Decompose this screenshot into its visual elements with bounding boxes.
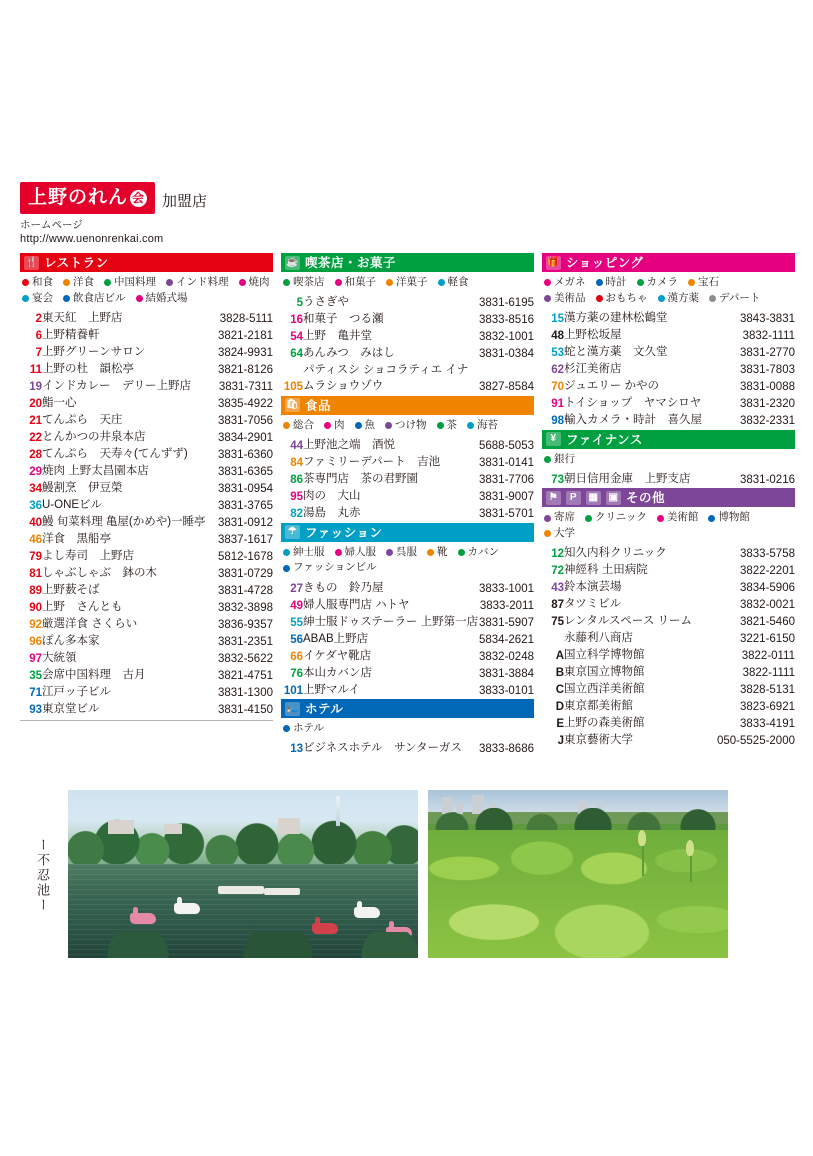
legend-item: 洋菓子 [386, 275, 428, 291]
section-title: ホテル [305, 702, 344, 716]
section-title: 食品 [305, 398, 332, 413]
legend-item: 洋食 [63, 275, 94, 291]
section-header-food [281, 396, 534, 415]
legend-item: 紳士服 [283, 545, 325, 561]
photo-caption: ー不忍池ー [35, 838, 50, 913]
legend-item: 寄席 [544, 510, 575, 526]
table-row[interactable]: 71 江戸ッ子ビル 3831-1300 [29, 686, 273, 699]
section-header-cafe [281, 253, 534, 272]
table-row[interactable]: 64 あんみつ みはし 3831-0384 [290, 347, 534, 361]
section-title: レストラン [44, 256, 109, 270]
table-row[interactable]: 73 朝日信用金庫 上野支店 3831-0216 [551, 472, 795, 486]
legend-item: 美術品 [544, 291, 586, 307]
legend-item: 軽食 [438, 275, 469, 291]
legend-item: ファッションビル [283, 560, 377, 576]
table-row[interactable]: 97 大統領 3832-5622 [29, 652, 273, 665]
table-row[interactable]: 54 上野 亀井堂 3832-1001 [290, 330, 534, 344]
table-row[interactable]: 27 きもの 鈴乃屋 3833-1001 [290, 581, 534, 595]
legend-cafe [281, 272, 534, 293]
table-row[interactable]: 40 鰻 旬菜料理 亀屋(かめや)一睡亭 3831-0912 [29, 516, 273, 529]
photo-shinobazu-pond [68, 790, 418, 958]
table-row[interactable]: 21 てんぷら 天庄 3831-7056 [29, 414, 273, 427]
table-row[interactable]: 永藤利八商店 3221-6150 [564, 632, 795, 646]
table-row[interactable]: 12 知久内科クリニック 3833-5758 [551, 547, 795, 561]
legend-item: 結婚式場 [136, 291, 188, 307]
museum-icon: ▦ [586, 491, 601, 505]
legend-item: おもちゃ [596, 291, 648, 307]
photo-strip [68, 790, 728, 958]
table-row[interactable]: 72 神經科 土田病院 3822-2201 [551, 564, 795, 578]
table-row[interactable]: J 東京藝術大学 050-5525-2000 [557, 734, 795, 748]
legend-item: カバン [458, 545, 500, 561]
table-row[interactable]: 6 上野精養軒 3821-2181 [35, 329, 273, 342]
section-restaurant [20, 253, 273, 721]
legend-item: 宴会 [22, 291, 53, 307]
yen-icon: ¥ [546, 432, 561, 446]
building-icon: ⚑ [546, 491, 561, 505]
section-shopping [542, 253, 795, 428]
section-food [281, 396, 534, 521]
table-row[interactable]: 101 上野マルイ 3833-0101 [283, 683, 534, 697]
homepage-url[interactable]: http://www.uenonrenkai.com [20, 233, 164, 245]
legend-item: ホテル [283, 721, 324, 737]
table-row[interactable]: 11 上野の杜 韻松亭 3821-8126 [29, 363, 273, 376]
legend-item: つけ物 [385, 418, 427, 434]
section-header-shopping [542, 253, 795, 272]
table-row[interactable]: 36 U-ONEビル 3831-3765 [29, 499, 273, 512]
table-row[interactable]: 105 パティスシ ショコラティエ イナムラショウゾウ 3827-8584 [283, 364, 534, 394]
photo-lotus-leaves [428, 790, 728, 958]
column-left [20, 253, 273, 758]
table-row[interactable]: C 国立西洋美術館 3828-5131 [555, 683, 795, 697]
legend-other [542, 507, 795, 544]
table-row[interactable]: 19 インドカレー デリー上野店 3831-7311 [29, 380, 273, 393]
table-row[interactable]: 13 ビジネスホテル サンターガス 3833-8686 [290, 742, 534, 756]
table-row[interactable]: 93 東京堂ビル 3831-4150 [29, 703, 273, 716]
legend-item: 美術館 [657, 510, 699, 526]
logo-mark: 会 [132, 191, 146, 205]
column-middle [281, 253, 534, 758]
legend-item: 海苔 [467, 418, 498, 434]
table-row[interactable]: 48 上野松坂屋 3832-1111 [551, 329, 795, 342]
section-title: 喫茶店・お菓子 [305, 256, 397, 270]
table-row[interactable]: 66 イケダヤ靴店 3832-0248 [290, 649, 534, 663]
legend-food [281, 415, 534, 436]
table-row[interactable]: 20 鮨一心 3835-4922 [29, 397, 273, 410]
legend-hotel [281, 718, 534, 739]
listing-restaurant [20, 309, 273, 717]
divider [20, 720, 273, 721]
section-cafe [281, 253, 534, 394]
shopping-bag-icon: 🛍 [285, 399, 300, 411]
listing-finance [542, 469, 795, 486]
legend-item: 銀行 [544, 452, 575, 468]
table-row[interactable]: 56 ABAB上野店 5834-2621 [290, 632, 534, 646]
table-row[interactable]: 15 漢方薬の建林松鶴堂 3843-3831 [551, 312, 795, 325]
uenonorenkai-logo [20, 182, 155, 214]
table-row[interactable]: 96 ぽん多本家 3831-2351 [29, 635, 273, 648]
section-title: その他 [626, 491, 666, 506]
legend-restaurant [20, 272, 273, 309]
legend-item: 総合 [283, 418, 314, 434]
legend-item: 婦人服 [335, 545, 377, 561]
table-row[interactable]: 91 トイショップ ヤマシロヤ 3831-2320 [551, 397, 795, 410]
legend-fashion [281, 542, 534, 579]
table-row[interactable]: 81 しゃぶしゃぶ 鉢の木 3831-0729 [29, 567, 273, 580]
legend-item: クリニック [585, 510, 647, 526]
table-row[interactable]: D 東京都美術館 3823-6921 [555, 700, 795, 714]
listing-fashion [281, 578, 534, 697]
legend-item: 博物館 [708, 510, 750, 526]
legend-item: 漢方薬 [658, 291, 700, 307]
legend-item: 時計 [596, 275, 627, 291]
table-row[interactable]: 53 蛇と漢方薬 文久堂 3831-2770 [551, 346, 795, 359]
table-row[interactable]: 16 和菓子 つる瀬 3833-8516 [290, 313, 534, 327]
logo-text: 上野のれん [28, 187, 129, 208]
section-fashion [281, 523, 534, 698]
table-row[interactable]: A 国立科学博物館 3822-0111 [555, 649, 795, 663]
table-row[interactable]: 75 レンタルスペース リーム 3821-5460 [551, 615, 795, 629]
table-row[interactable]: 79 よし寿司 上野店 5812-1678 [29, 550, 273, 563]
legend-item: 大学 [544, 526, 575, 542]
listing-cafe [281, 293, 534, 394]
legend-item: 肉 [324, 418, 345, 434]
legend-item: インド料理 [166, 275, 229, 291]
table-row[interactable]: 86 茶専門店 茶の君野園 3831-7706 [290, 473, 534, 486]
table-row[interactable]: 90 上野 さんとも 3832-3898 [29, 601, 273, 614]
table-row[interactable]: 70 ジュエリー かやの 3831-0088 [551, 380, 795, 393]
table-row[interactable]: 49 婦人服専門店 ハトヤ 3833-2011 [290, 598, 534, 612]
section-hotel [281, 699, 534, 756]
legend-item: 中国料理 [104, 275, 156, 291]
table-row[interactable]: 29 焼肉 上野太昌園本店 3831-6365 [29, 465, 273, 478]
table-row[interactable]: 44 上野池之端 酒悦 5688-5053 [290, 439, 534, 452]
section-title: ファッション [305, 525, 383, 540]
section-header-restaurant [20, 253, 273, 272]
table-row[interactable]: 28 てんぷら 天寿々(てんずず) 3831-6360 [29, 448, 273, 461]
legend-item: 宝石 [688, 275, 719, 291]
section-header-hotel [281, 699, 534, 718]
section-header-fashion [281, 523, 534, 542]
table-row[interactable]: 35 会席中国料理 古月 3821-4751 [29, 669, 273, 682]
table-row[interactable]: 76 本山カバン店 3831-3884 [290, 666, 534, 680]
section-title: ファイナンス [566, 432, 643, 447]
listing-shopping [542, 309, 795, 428]
legend-item: 呉服 [386, 545, 417, 561]
legend-item: 喫茶店 [283, 275, 325, 291]
table-row[interactable]: 92 厳選洋食 さくらい 3836-9357 [29, 618, 273, 631]
table-row[interactable]: 46 洋食 黒船亭 3837-1617 [29, 533, 273, 546]
listing-hotel [281, 739, 534, 756]
table-row[interactable]: 5 うさぎや 3831-6195 [296, 296, 534, 310]
fork-knife-icon: 🍴 [25, 256, 38, 268]
table-row[interactable]: 55 紳士服ドゥステーラー 上野第一店 3831-5907 [290, 615, 534, 629]
legend-shopping [542, 272, 795, 309]
camera-icon: ▣ [606, 491, 621, 505]
section-header-finance [542, 430, 795, 449]
table-row[interactable]: 34 鰻割烹 伊豆榮 3831-0954 [29, 482, 273, 495]
legend-item: 靴 [427, 545, 448, 561]
table-row[interactable]: 87 タツミビル 3832-0021 [551, 598, 795, 612]
table-row[interactable]: 2 東天紅 上野店 3828-5111 [35, 312, 273, 325]
table-row[interactable]: 89 上野薮そば 3831-4728 [29, 584, 273, 597]
column-right [542, 253, 795, 758]
hanger-icon: ☂ [285, 525, 300, 539]
section-finance [542, 430, 795, 487]
member-store-label: 加盟店 [162, 193, 208, 210]
table-row[interactable]: 84 ファミリーデパート 吉池 3831-0141 [290, 456, 534, 469]
bed-icon: 🛌 [286, 702, 299, 714]
legend-item: カメラ [637, 275, 679, 291]
legend-item: 焼肉 [239, 275, 270, 291]
legend-item: 茶 [437, 418, 458, 434]
section-other [542, 488, 795, 748]
legend-item: 魚 [355, 418, 376, 434]
legend-item: デパート [709, 291, 760, 307]
section-title: ショッピング [566, 256, 644, 270]
listing-other [542, 544, 795, 748]
table-row[interactable]: 62 杉江美術店 3831-7803 [551, 363, 795, 376]
legend-item: 和食 [22, 275, 53, 291]
header-logo-block [20, 182, 360, 245]
parking-icon: P [566, 491, 581, 505]
table-row[interactable]: 82 湯島 丸赤 3831-5701 [290, 507, 534, 520]
table-row[interactable]: E 上野の森美術館 3833-4191 [556, 717, 795, 731]
coffee-cup-icon: ☕ [286, 256, 299, 268]
legend-item: 飲食店ビル [63, 291, 126, 307]
table-row[interactable]: 7 上野グリーンサロン 3824-9931 [35, 346, 273, 359]
table-row[interactable]: 95 肉の 大山 3831-9007 [290, 490, 534, 503]
table-row[interactable]: 98 輸入カメラ・時計 喜久屋 3832-2331 [551, 414, 795, 427]
legend-finance [542, 449, 795, 470]
homepage-label: ホームページ [20, 219, 83, 231]
table-row[interactable]: B 東京国立博物館 3822-1111 [555, 666, 795, 680]
table-row[interactable]: 22 とんかつの井泉本店 3834-2901 [29, 431, 273, 444]
section-header-other [542, 488, 795, 507]
table-row[interactable]: 43 鈴本演芸場 3834-5906 [551, 581, 795, 595]
directory-columns [20, 253, 796, 758]
gift-icon: 🎁 [547, 256, 560, 268]
listing-food [281, 436, 534, 521]
legend-item: メガネ [544, 275, 586, 291]
legend-item: 和菓子 [335, 275, 377, 291]
